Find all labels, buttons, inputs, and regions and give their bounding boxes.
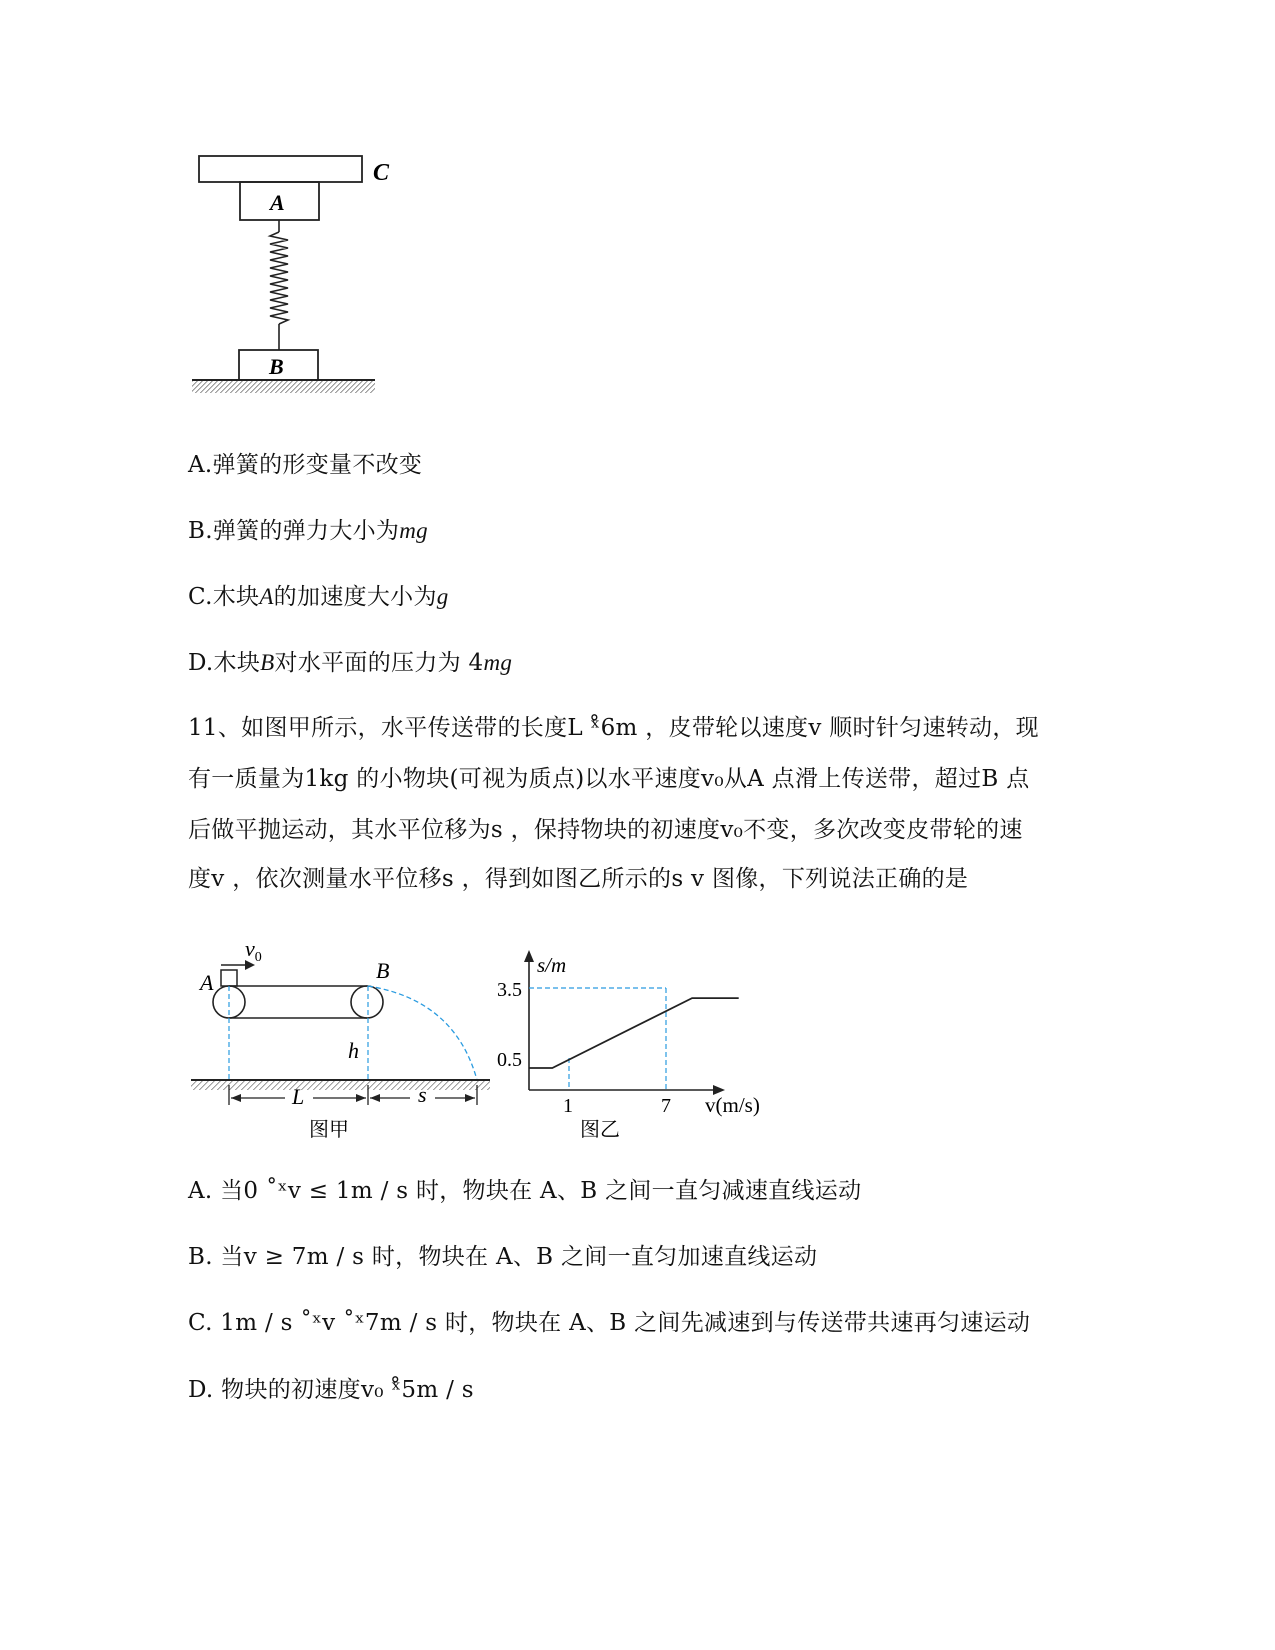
projectile-path [368, 986, 477, 1080]
x-axis-label: v(m/s) [705, 1093, 760, 1117]
figure-spring-blocks [185, 148, 400, 400]
label-a: A [270, 190, 285, 215]
option-10a: A.弹簧的形变量不改变 [188, 452, 423, 478]
label-b: B [269, 354, 284, 379]
label-h: h [348, 1038, 359, 1063]
label-l: L [292, 1084, 305, 1109]
small-block [221, 970, 237, 986]
y-axis-label: s/m [537, 953, 567, 977]
ground-hatch [192, 381, 375, 393]
question-11-line-3: 后做平抛运动，其水平位移为s ，保持物块的初速度v₀不变，多次改变皮带轮的速 [188, 817, 1023, 843]
pulley-right [351, 986, 383, 1018]
caption-jia: 图甲 [309, 1119, 349, 1141]
option-10c: C.木块A的加速度大小为g [188, 584, 449, 610]
caption-yi: 图乙 [580, 1119, 620, 1141]
label-a-point: A [200, 970, 214, 995]
y-tick-3-5: 3.5 [497, 979, 522, 1001]
label-b-point: B [376, 958, 390, 983]
question-11-line-2: 有一质量为1kg 的小物块(可视为质点)以水平速度v₀从A 点滑上传送带，超过B 点 [188, 766, 1030, 792]
option-11a: A. 当0 ˚ˣv ≤ 1m / s 时，物块在 A、B 之间一直匀减速直线运动 [188, 1178, 862, 1204]
question-11-line-1: 11、如图甲所示，水平传送带的长度L ˣ̊6m ，皮带轮以速度v 顺时针匀速转动，现 [188, 715, 1039, 741]
option-11b: B. 当v ≥ 7m / s 时，物块在 A、B 之间一直匀加速直线运动 [188, 1244, 818, 1270]
y-tick-0-5: 0.5 [497, 1049, 522, 1071]
option-10b: B.弹簧的弹力大小为mg [188, 518, 428, 544]
label-s: s [418, 1082, 427, 1107]
question-11-line-4: 度v ，依次测量水平位移s ，得到如图乙所示的s v 图像，下列说法正确的是 [188, 866, 969, 892]
option-11d: D. 物块的初速度v₀ ˣ̊5m / s [188, 1377, 474, 1403]
option-10d: D.木块B对水平面的压力为 4mg [188, 650, 513, 676]
option-11c: C. 1m / s ˚ˣv ˚ˣ7m / s 时，物块在 A、B 之间先减速到与传送带共速再匀速运动 [188, 1310, 1031, 1336]
plate-c [199, 156, 362, 182]
label-c: C [373, 160, 390, 186]
label-v0: $v_0$ [245, 936, 262, 965]
ground-hatch-2 [191, 1081, 490, 1090]
x-tick-1: 1 [563, 1095, 573, 1117]
figure-sv-chart [495, 940, 785, 1145]
spring [270, 232, 288, 324]
series-line [529, 998, 739, 1068]
figure-conveyor [185, 930, 495, 1145]
x-tick-7: 7 [661, 1095, 671, 1117]
